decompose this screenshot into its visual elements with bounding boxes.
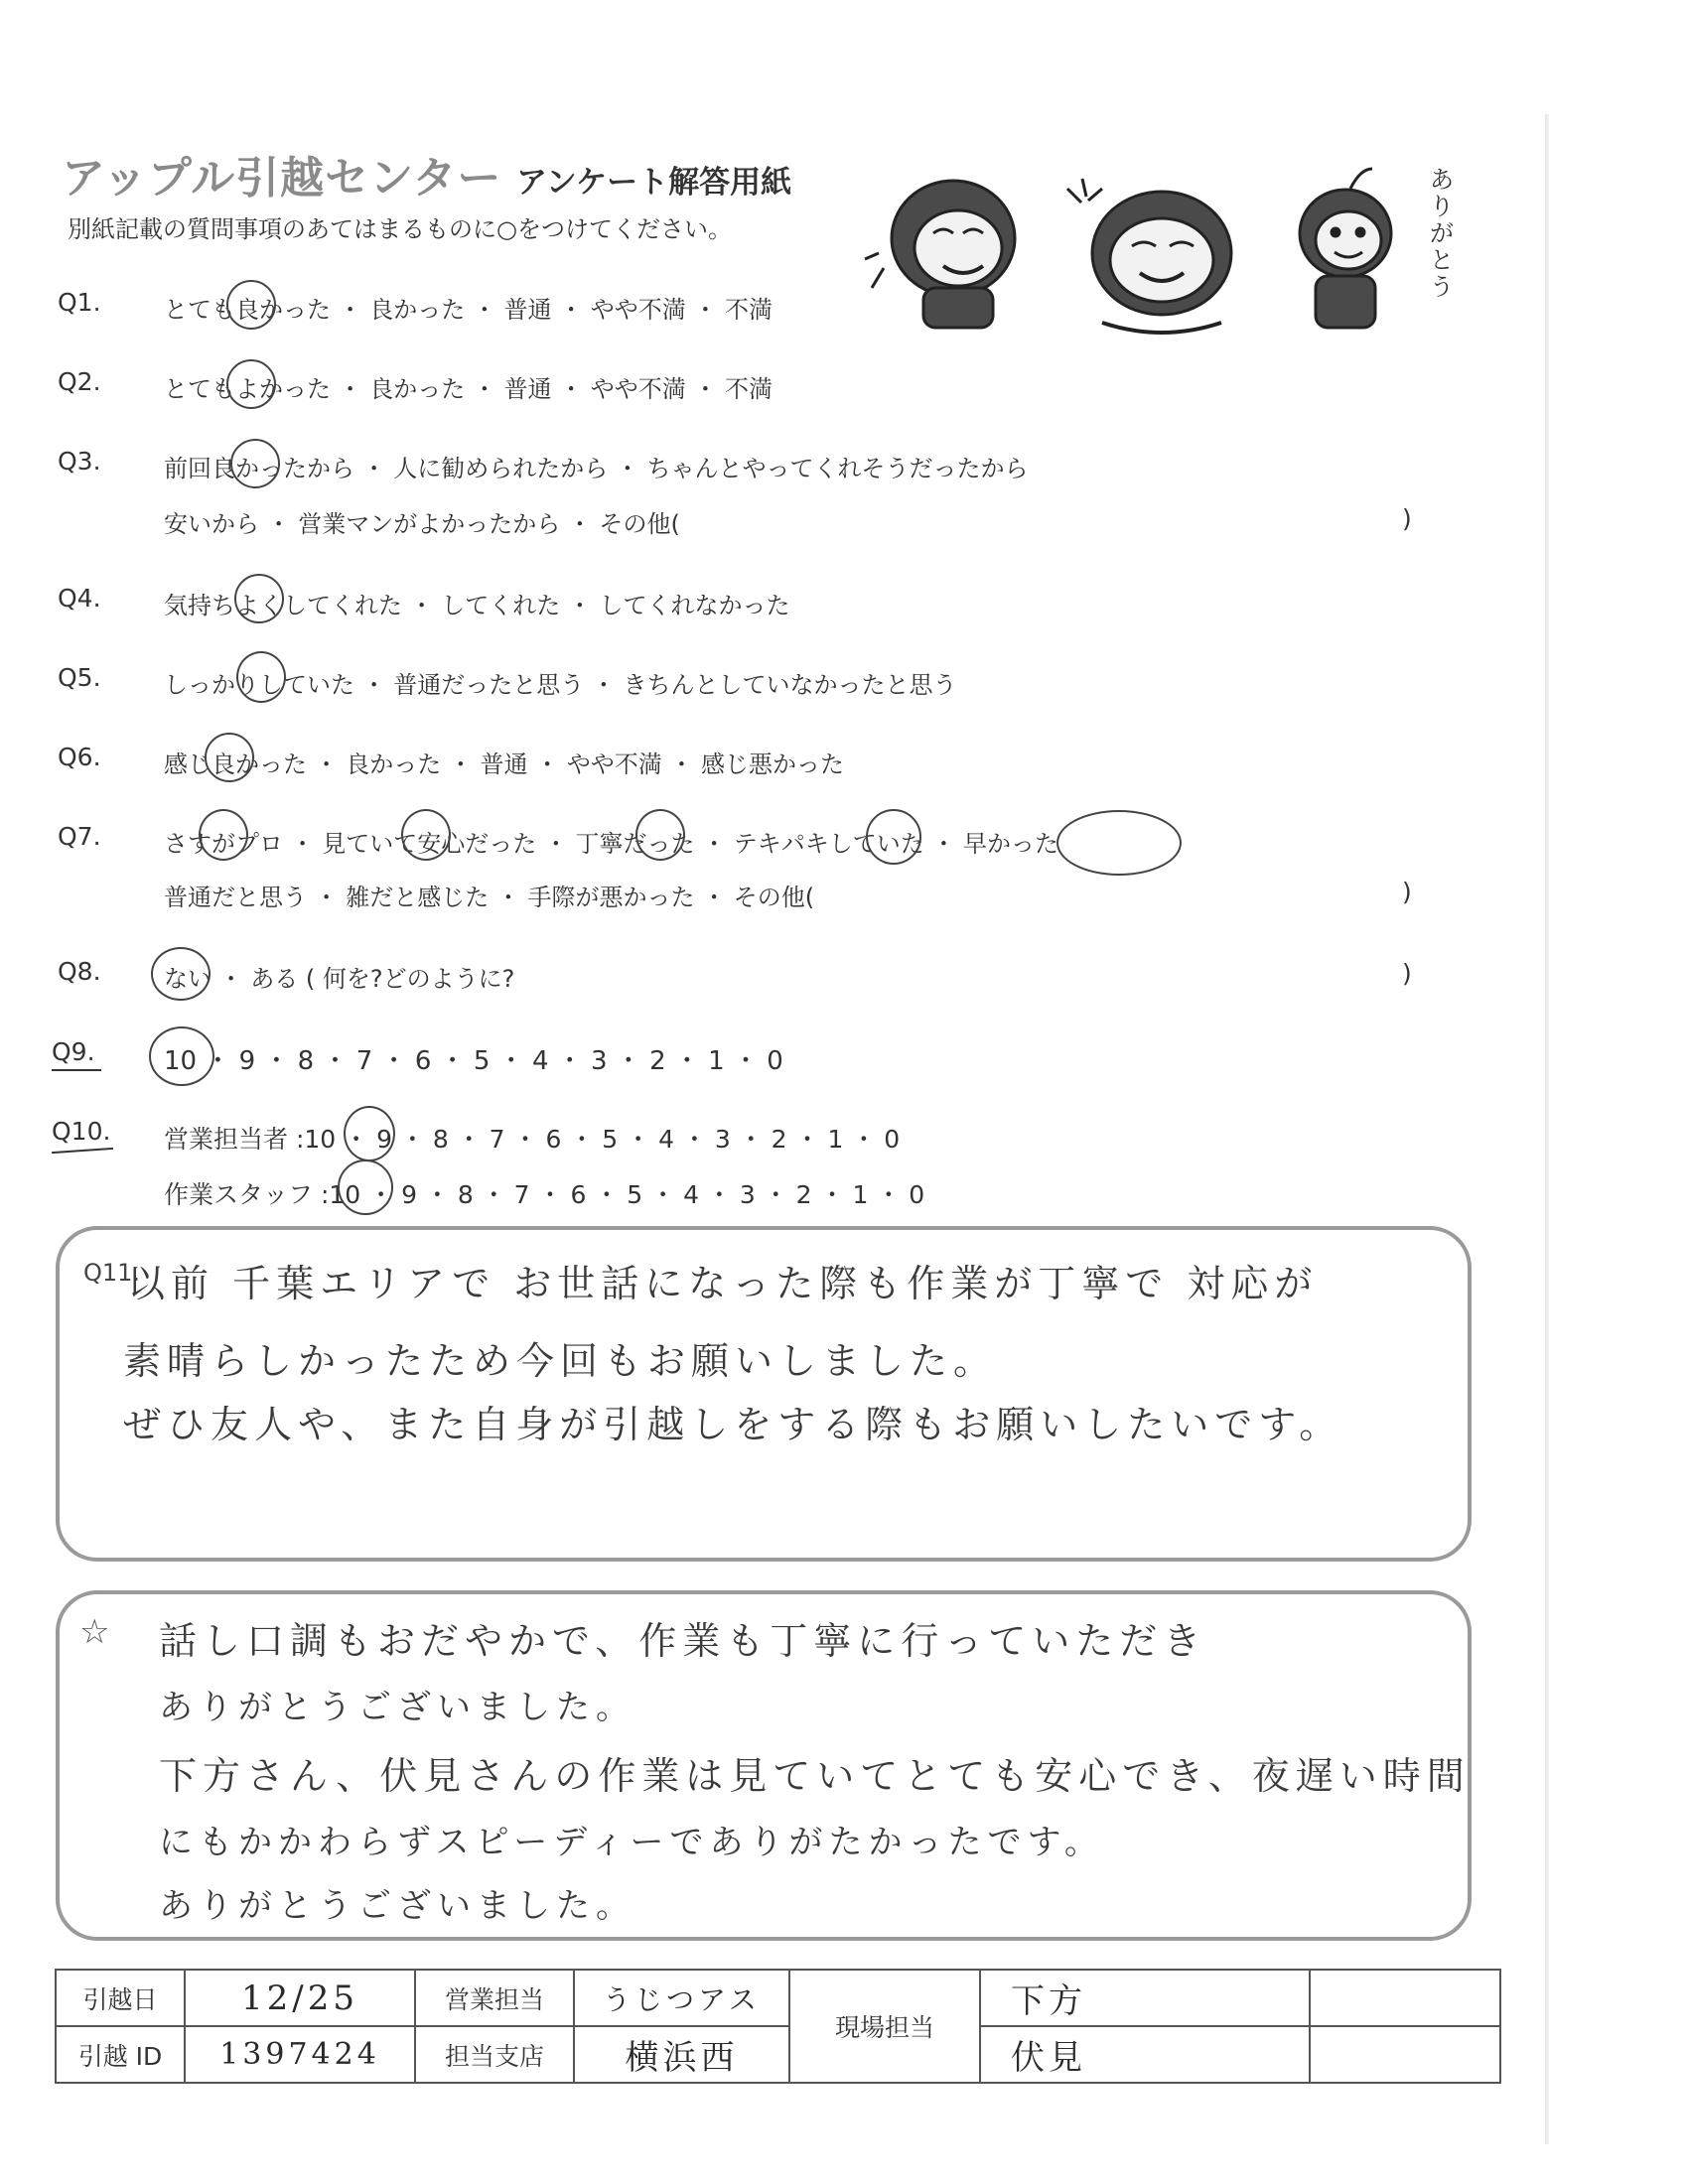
comment-handwritten-line-1: 話し口調もおだやかで、作業も丁寧に行っていただき — [159, 1619, 1207, 1663]
q6-label: Q6. — [58, 743, 101, 771]
q3-answer-circle — [230, 439, 280, 488]
q4-options: 気持ちよくしてくれた ・ してくれた ・ してくれなかった — [164, 592, 790, 619]
q1-answer-circle — [226, 280, 276, 330]
q4-label: Q4. — [58, 584, 101, 613]
q8-answer-circle — [151, 947, 211, 1001]
q9-underline — [52, 1069, 101, 1071]
q7-answer-circle-3 — [635, 809, 685, 861]
q7-answer-circle-5 — [1056, 810, 1182, 876]
q10-sales-rating: 営業担当者 :10 ・ 9 ・ 8 ・ 7 ・ 6 ・ 5 ・ 4 ・ 3 ・ 2 ・ 1 ・ 0 — [164, 1125, 901, 1154]
site-staff-value-2: 伏見 — [980, 2026, 1310, 2083]
q11-label: Q11. — [83, 1259, 141, 1287]
q5-label: Q5. — [58, 663, 101, 692]
brand-title: アップル引越センター — [62, 153, 502, 204]
page-edge — [1545, 114, 1549, 2144]
q11-handwritten-line-2: 素晴らしかったため今回もお願いしました。 — [123, 1339, 998, 1383]
site-staff-empty-2 — [1310, 2026, 1500, 2083]
q7-other-close: ) — [1402, 878, 1412, 906]
q10-staff-answer-circle — [338, 1160, 393, 1215]
branch-value: 横浜西 — [574, 2026, 789, 2083]
q5-options: しっかりしていた ・ 普通だったと思う ・ きちんとしていなかったと思う — [164, 671, 957, 699]
q8-options: ない ・ ある ( 何を?どのように? — [164, 965, 515, 993]
comment-handwritten-line-2: ありがとうございました。 — [159, 1688, 635, 1727]
q2-options: とてもよかった ・ 良かった ・ 普通 ・ やや不満 ・ 不満 — [164, 375, 774, 403]
q7-answer-circle-2 — [401, 809, 451, 861]
star-mark: ☆ — [79, 1612, 110, 1652]
q2-answer-circle — [226, 359, 276, 409]
move-id-value: 1397424 — [185, 2026, 415, 2083]
site-staff-label: 現場担当 — [789, 1970, 980, 2083]
q8-label: Q8. — [58, 957, 101, 986]
comment-handwritten-line-4: にもかかわらずスピーディーでありがたかったです。 — [159, 1823, 1104, 1862]
move-date-value: 12/25 — [185, 1970, 415, 2026]
q10-label: Q10. — [52, 1117, 111, 1146]
form-subtitle: アンケート解答用紙 — [516, 165, 792, 201]
q6-options: 感じ良かった ・ 良かった ・ 普通 ・ やや不満 ・ 感じ悪かった — [164, 751, 845, 778]
q4-answer-circle — [234, 574, 284, 623]
q6-answer-circle — [205, 733, 254, 782]
q7-answer-circle-4 — [866, 809, 921, 865]
q3-label: Q3. — [58, 447, 101, 476]
q7-options-line2: 普通だと思う ・ 雑だと感じた ・ 手際が悪かった ・ その他( — [164, 884, 815, 911]
q11-handwritten-line-3: ぜひ友人や、また自身が引越しをする際もお願いしたいです。 — [123, 1403, 1343, 1446]
instruction-text: 別紙記載の質問事項のあてはまるものに○をつけてください。 — [68, 215, 732, 243]
monkey-mascots-illustration — [864, 149, 1470, 338]
q8-other-close: ) — [1402, 959, 1412, 988]
q7-options-line1: さすがプロ ・ 見ていて安心だった ・ 丁寧だった ・ テキパキしていた ・ 早かった — [164, 830, 1059, 858]
move-info-table — [55, 1969, 1501, 2084]
q10-staff-rating: 作業スタッフ :10 ・ 9 ・ 8 ・ 7 ・ 6 ・ 5 ・ 4 ・ 3 ・ 2 ・ 1 ・ 0 — [164, 1180, 925, 1209]
q10-sales-answer-circle — [344, 1106, 395, 1161]
q3-options-line1: 前回良かったから ・ 人に勧められたから ・ ちゃんとやってくれそうだったから — [164, 455, 1029, 482]
q9-answer-circle — [149, 1026, 214, 1086]
q7-answer-circle-1 — [199, 809, 248, 861]
q1-options: とても良かった ・ 良かった ・ 普通 ・ やや不満 ・ 不満 — [164, 296, 774, 324]
branch-label: 担当支店 — [415, 2026, 574, 2083]
move-date-label: 引越日 — [56, 1970, 185, 2026]
sales-label: 営業担当 — [415, 1970, 574, 2026]
q7-label: Q7. — [58, 822, 101, 851]
sales-value: うじつアス — [574, 1970, 789, 2026]
q3-other-close: ) — [1402, 504, 1412, 533]
mascot-caption: ありがとう — [1430, 166, 1454, 301]
q11-handwritten-line-1: 以前 千葉エリアで お世話になった際も作業が丁寧で 対応が — [127, 1262, 1319, 1305]
q1-label: Q1. — [58, 288, 101, 317]
comment-handwritten-line-3: 下方さん、伏見さんの作業は見ていてとても安心でき、夜遅い時間 — [159, 1754, 1471, 1798]
comment-handwritten-line-5: ありがとうございました。 — [159, 1886, 635, 1926]
q9-options: 10 ・ 9 ・ 8 ・ 7 ・ 6 ・ 5 ・ 4 ・ 3 ・ 2 ・ 1 ・ 0 — [164, 1046, 783, 1076]
move-id-label: 引越 ID — [56, 2026, 185, 2083]
q5-answer-circle — [236, 651, 286, 703]
site-staff-value-1: 下方 — [980, 1970, 1310, 2026]
q10-underline — [52, 1148, 113, 1154]
q3-options-line2: 安いから ・ 営業マンがよかったから ・ その他( — [164, 510, 680, 538]
site-staff-empty-1 — [1310, 1970, 1500, 2026]
q9-label: Q9. — [52, 1037, 95, 1066]
q2-label: Q2. — [58, 367, 101, 396]
